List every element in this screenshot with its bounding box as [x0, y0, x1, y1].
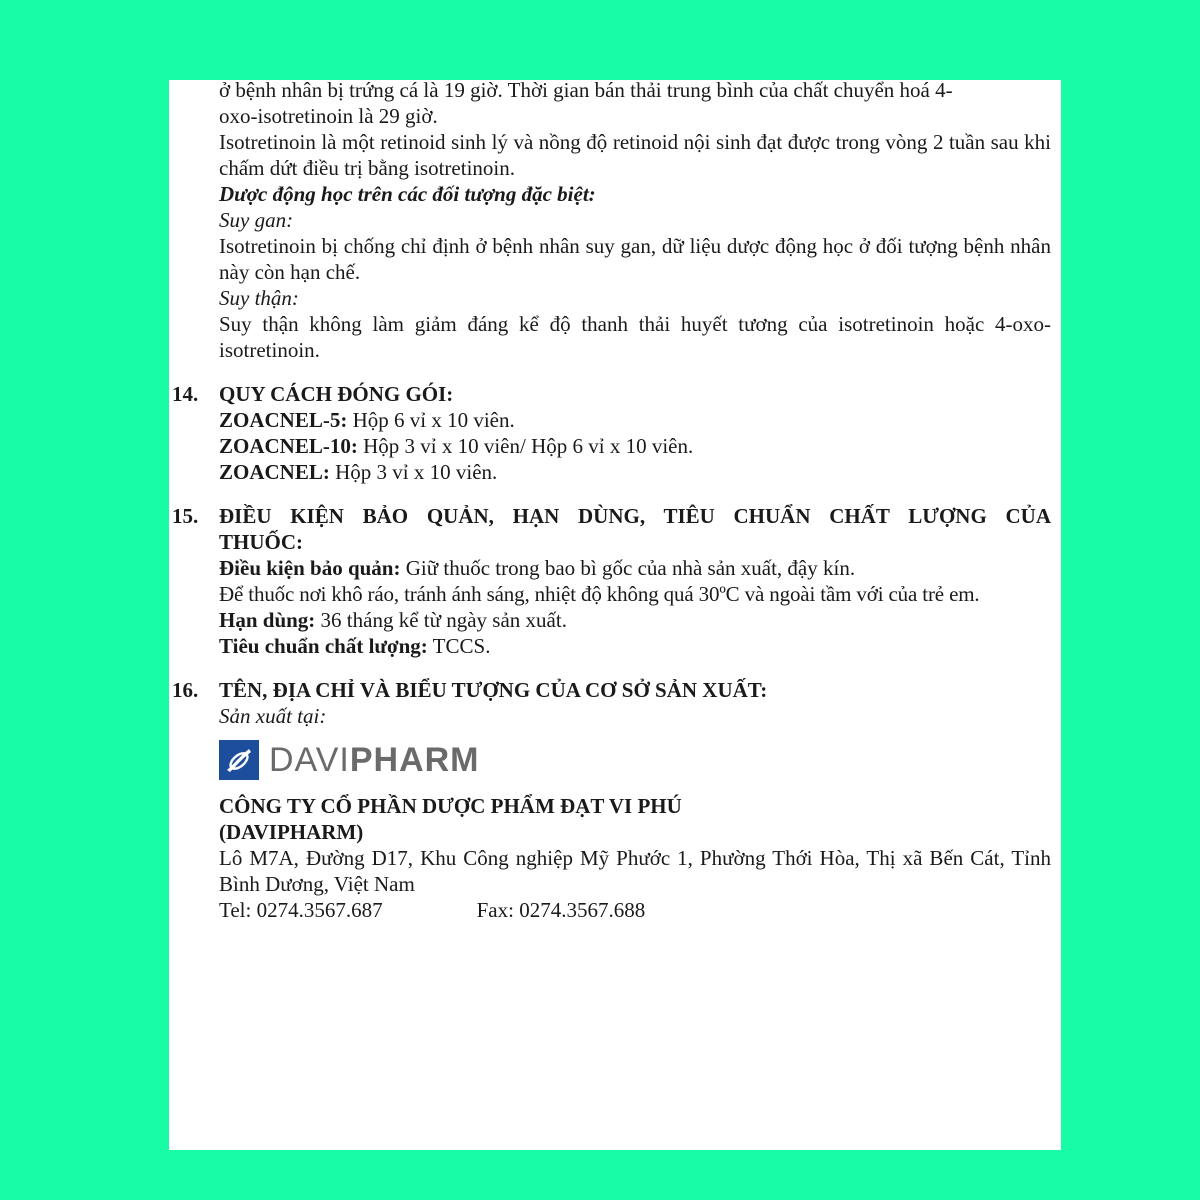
continued-line-a: ở bệnh nhân bị trứng cá là 19 giờ. Thời gian bán thải trung bình của chất chuyển hoá 4- — [219, 80, 953, 102]
special-populations-heading: Dược động học trên các đối tượng đặc biệt: — [219, 182, 596, 206]
manufactured-at: Sản xuất tại: — [219, 704, 327, 728]
document-page — [169, 80, 1061, 1150]
davipharm-logo-wordmark — [269, 740, 480, 780]
packaging-item — [219, 433, 1061, 459]
standard-label: Tiêu chuẩn chất lượng: — [219, 634, 428, 658]
packaging-item-text: Hộp 3 vỉ x 10 viên/ Hộp 6 vỉ x 10 viên. — [357, 434, 694, 458]
paragraph-retinoid: Isotretinoin là một retinoid sinh lý và nồng độ retinoid nội sinh đạt được trong vòng 2 tuần sau khi chấm dứt điều trị bằng isotretinoin. — [219, 130, 1051, 180]
section-14-title: QUY CÁCH ĐÓNG GÓI: — [219, 382, 454, 406]
packaging-item-label: ZOACNEL-5: — [219, 408, 348, 432]
document-content — [169, 80, 1061, 923]
logo-text-davi: DAVI — [269, 741, 350, 779]
company-name — [219, 793, 1061, 845]
company-address: Lô M7A, Đường D17, Khu Công nghiệp Mỹ Phước 1, Phường Thới Hòa, Thị xã Bến Cát, Tỉnh Bình Dương, Việt Nam — [219, 846, 1051, 896]
quality-standard — [219, 633, 1061, 659]
expiry-label: Hạn dùng: — [219, 608, 316, 632]
logo-text-pharm: PHARM — [349, 741, 480, 779]
fax: Fax: 0274.3567.688 — [476, 898, 646, 922]
davipharm-logo-icon — [219, 740, 259, 780]
packaging-item — [219, 459, 1061, 485]
section-15-title-line2: THUỐC: — [219, 530, 303, 554]
kidney-impairment-text: Suy thận không làm giảm đáng kể độ thanh thải huyết tương của isotretinoin hoặc 4-oxo-isotretinoin. — [219, 312, 1051, 362]
packaging-item-label: ZOACNEL: — [219, 460, 330, 484]
davipharm-logo — [219, 737, 1061, 783]
liver-impairment-heading: Suy gan: — [219, 208, 294, 232]
expiry — [219, 607, 1061, 633]
storage-label: Điều kiện bảo quản: — [219, 556, 401, 580]
telephone: Tel: 0274.3567.687 — [219, 898, 383, 922]
section-16 — [169, 677, 1061, 923]
section-14-number: 14. — [172, 382, 199, 406]
packaging-item — [219, 407, 1061, 433]
storage-conditions-2: Để thuốc nơi khô ráo, tránh ánh sáng, nhiệt độ không quá 30ºC và ngoài tầm với của trẻ em. — [219, 582, 980, 606]
section-15-title-line1: ĐIỀU KIỆN BẢO QUẢN, HẠN DÙNG, TIÊU CHUẨN CHẤT LƯỢNG CỦA — [219, 504, 1051, 528]
company-name-line1: CÔNG TY CỔ PHẦN DƯỢC PHẨM ĐẠT VI PHÚ — [219, 794, 682, 818]
storage-conditions — [219, 555, 1061, 581]
section-15 — [169, 503, 1061, 659]
section-14 — [169, 381, 1061, 485]
packaging-item-label: ZOACNEL-10: — [219, 434, 358, 458]
storage-text: Giữ thuốc trong bao bì gốc của nhà sản xuất, đậy kín. — [400, 556, 856, 580]
packaging-item-text: Hộp 3 vỉ x 10 viên. — [329, 460, 498, 484]
packaging-item-text: Hộp 6 vỉ x 10 viên. — [347, 408, 515, 432]
section-15-number: 15. — [172, 504, 199, 528]
standard-text: TCCS. — [427, 634, 491, 658]
company-name-line2: (DAVIPHARM) — [219, 820, 364, 844]
kidney-impairment-heading: Suy thận: — [219, 286, 299, 310]
expiry-text: 36 tháng kể từ ngày sản xuất. — [315, 608, 567, 632]
section-16-title: TÊN, ĐỊA CHỈ VÀ BIỂU TƯỢNG CỦA CƠ SỞ SẢN XUẤT: — [219, 678, 768, 702]
continued-line-b: oxo-isotretinoin là 29 giờ. — [219, 104, 438, 128]
continued-text — [219, 80, 1051, 129]
section-16-number: 16. — [172, 678, 199, 702]
contact-row — [219, 897, 1061, 923]
section-15-title — [219, 503, 1051, 555]
liver-impairment-text: Isotretinoin bị chống chỉ định ở bệnh nhân suy gan, dữ liệu dược động học ở đối tượng bệnh nhân này còn hạn chế. — [219, 234, 1051, 284]
